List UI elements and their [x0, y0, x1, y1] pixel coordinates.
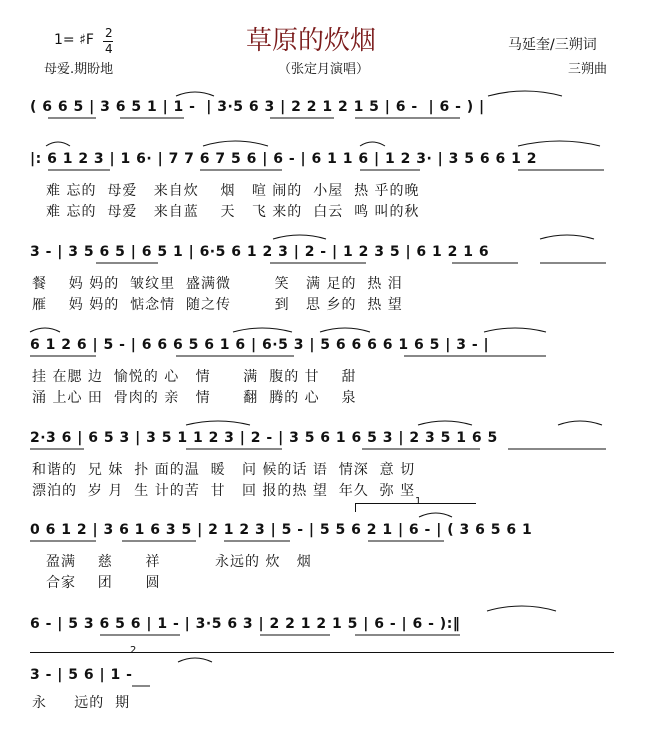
tempo-marking: 母爱.期盼地	[44, 62, 114, 77]
lyrics-line-2-verse-2: 难 忘的 母爱 来自蓝 天 飞 来的 白云 鸣 叫的秋	[46, 204, 420, 220]
composer: 三朔曲	[568, 62, 608, 77]
notes-line-5: 2·3 6 | 6 5 3 | 3 5 1 1 2 3 | 2 - | 3 5 6 1 6 5 3 | 2 3 5 1 6 5	[30, 430, 498, 446]
notes-line-8: 3 - | 5 6 | 1 -	[30, 667, 133, 683]
performer: （张定月演唱）	[278, 62, 370, 77]
slur	[178, 658, 212, 662]
slur	[176, 92, 214, 96]
notes-line-6: 0 6 1 2 | 3 6 1 6 3 5 | 2 1 2 3 | 5 - | 5 5 6 2 1 | 6 - | ( 3 6 5 6 1	[30, 522, 533, 538]
lyrics-line-5-verse-1: 和谐的 兄 妹 扑 面的温 暖 问 候的话 语 情深 意 切	[32, 462, 416, 478]
slur	[540, 235, 594, 239]
notes-line-2: |: 6 1 2 3 | 1 6· | 7 7 6 7 5 6 | 6 - | 6 1 1 6 | 1 2 3· | 3 5 6 6 1 2	[30, 151, 537, 167]
lyricist: 马延奎/三朔词	[508, 37, 597, 53]
lyrics-line-8: 永 远的 期	[32, 695, 131, 711]
lyrics-line-6-verse-1: 盈满 慈 祥 永远的 炊 烟	[46, 554, 312, 570]
notes-line-7: 6 - | 5 3 6 5 6 | 1 - | 3·5 6 3 | 2 2 1 2 1 5 | 6 - | 6 - ):‖	[30, 616, 461, 632]
lyrics-line-5-verse-2: 漂泊的 岁 月 生 计的苦 甘 回 报的热 望 年久 弥 坚	[32, 483, 416, 499]
slur	[488, 91, 562, 96]
slur	[487, 606, 556, 611]
notes-line-3: 3 - | 3 5 6 5 | 6 5 1 | 6·5 6 1 2 3 | 2 - | 1 2 3 5 | 6 1 2 1 6	[30, 244, 490, 260]
second-ending-number: 2	[130, 645, 137, 656]
notes-line-4: 6 1 2 6 | 5 - | 6 6 6 5 6 1 6 | 6·5 3 | 5 6 6 6 6 1 6 5 | 3 - |	[30, 337, 490, 353]
first-ending-number: 1	[415, 496, 422, 507]
lyrics-line-2-verse-1: 难 忘的 母爱 来自炊 烟 喧 闹的 小屋 热 乎的晚	[46, 183, 420, 199]
time-signature-top: 2	[105, 26, 113, 40]
slur	[203, 141, 268, 146]
lyrics-line-3-verse-2: 雁 妈 妈的 惦念情 随之传 到 思 乡的 热 望	[32, 297, 403, 313]
key-signature: 1= ♯F	[54, 32, 94, 48]
slur	[558, 421, 602, 425]
song-title: 草原的炊烟	[246, 26, 377, 56]
slur	[320, 328, 370, 332]
slur	[186, 421, 250, 425]
slur	[360, 142, 385, 146]
slur	[418, 421, 472, 425]
lyrics-line-3-verse-1: 餐 妈 妈的 皱纹里 盛满微 笑 满 足的 热 泪	[32, 276, 403, 292]
slur	[30, 328, 60, 332]
lyrics-line-6-verse-2: 合家 团 圆	[46, 575, 161, 591]
slur	[484, 328, 546, 332]
slur	[518, 141, 600, 146]
slur	[419, 513, 452, 517]
slur	[273, 235, 326, 239]
lyrics-line-4-verse-1: 挂 在腮 边 愉悦的 心 情 满 腹的 甘 甜	[32, 369, 357, 385]
lyrics-line-4-verse-2: 涌 上心 田 骨肉的 亲 情 翻 腾的 心 泉	[32, 390, 357, 406]
slur	[233, 328, 292, 332]
slur	[46, 142, 70, 146]
time-signature-bottom: 4	[105, 42, 113, 56]
notes-line-1: ( 6 6 5 | 3 6 5 1 | 1 - | 3·5 6 3 | 2 2 1 2 1 5 | 6 - | 6 - ) |	[30, 99, 485, 115]
